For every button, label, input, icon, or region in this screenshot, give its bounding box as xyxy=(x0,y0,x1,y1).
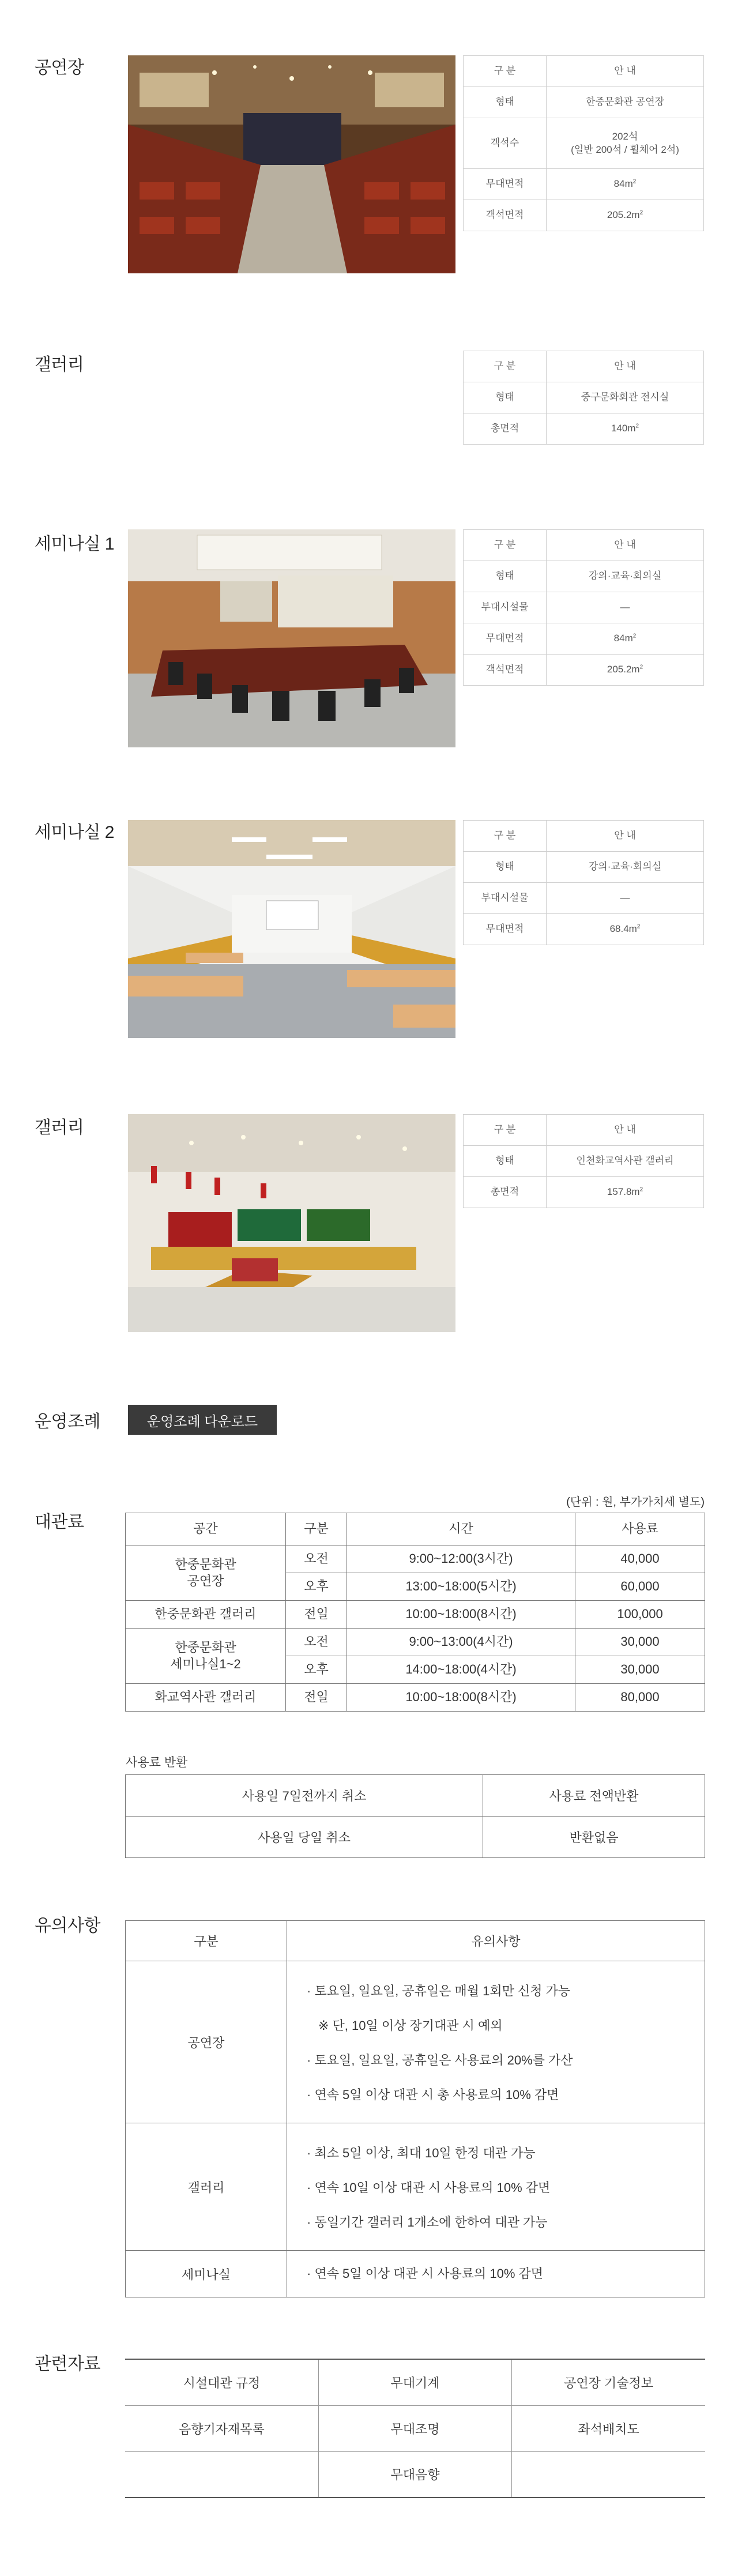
ref-empty-cell xyxy=(512,2451,705,2498)
seat-detail: (일반 200석 / 휠체어 2석) xyxy=(571,144,679,155)
fee-amount: 100,000 xyxy=(575,1601,705,1629)
fee-header: 공간 xyxy=(126,1513,286,1545)
row-label: 객석면적 xyxy=(464,200,547,231)
fee-header: 시간 xyxy=(347,1513,575,1545)
refund-condition: 사용일 7일전까지 취소 xyxy=(126,1775,483,1817)
fee-space: 한중문화관 갤러리 xyxy=(126,1601,286,1629)
fee-type: 오후 xyxy=(286,1573,347,1601)
fee-type: 오전 xyxy=(286,1545,347,1573)
table-row xyxy=(126,1684,705,1712)
row-value: — xyxy=(547,883,704,914)
row-value: 한중문화관 공연장 xyxy=(547,87,704,118)
row-label: 총면적 xyxy=(464,1177,547,1208)
row-value: $140m^2$ xyxy=(547,413,704,445)
section-title-rules: 운영조례 xyxy=(35,1412,100,1431)
row-label: 형태 xyxy=(464,382,547,413)
fee-time: 13:00~18:00(5시간) xyxy=(347,1573,575,1601)
fee-table xyxy=(125,1513,705,1712)
ref-link-hall-tech-info[interactable]: 공연장 기술정보 xyxy=(512,2359,705,2405)
table-row xyxy=(126,1629,705,1656)
fee-type: 전일 xyxy=(286,1684,347,1712)
list-item: · 연속 10일 이상 대관 시 사용료의 10% 감면 xyxy=(307,2180,551,2195)
table-header: 구 분 xyxy=(464,821,547,852)
list-item: · 최소 5일 이상, 최대 10일 한정 대관 가능 xyxy=(307,2146,536,2160)
ref-link-seating-chart[interactable]: 좌석배치도 xyxy=(512,2405,705,2451)
list-item: · 토요일, 일요일, 공휴일은 매월 1회만 신청 가능 xyxy=(307,1984,571,1998)
notes-items xyxy=(287,2123,705,2251)
seminar1-photo xyxy=(128,529,455,747)
refund-result: 반환없음 xyxy=(483,1817,705,1858)
row-label: 무대면적 xyxy=(464,169,547,200)
row-value: $84m^2$ xyxy=(547,623,704,655)
ref-link-stage-lighting[interactable]: 무대조명 xyxy=(318,2405,511,2451)
fee-amount: 30,000 xyxy=(575,1629,705,1656)
fee-amount: 40,000 xyxy=(575,1545,705,1573)
table-header: 구 분 xyxy=(464,56,547,87)
table-header: 안 내 xyxy=(547,351,704,382)
row-label: 무대면적 xyxy=(464,623,547,655)
gallery1-info-table xyxy=(463,351,704,445)
row-value: $157.8m^2$ xyxy=(547,1177,704,1208)
seminar1-info-table xyxy=(463,529,704,686)
section-title-fees: 대관료 xyxy=(35,1513,84,1532)
row-value: 인천화교역사관 갤러리 xyxy=(547,1146,704,1177)
row-label: 총면적 xyxy=(464,413,547,445)
table-header: 구 분 xyxy=(464,351,547,382)
rules-download-button[interactable]: 운영조례 다운로드 xyxy=(128,1405,277,1435)
ref-link-facility-rules[interactable]: 시설대관 규정 xyxy=(125,2359,318,2405)
table-header: 안 내 xyxy=(547,1115,704,1146)
notes-items xyxy=(287,2251,705,2297)
fee-time: 10:00~18:00(8시간) xyxy=(347,1684,575,1712)
notes-category: 공연장 xyxy=(126,1961,287,2123)
gallery2-info-table xyxy=(463,1114,704,1208)
row-label: 부대시설물 xyxy=(464,883,547,914)
notes-items xyxy=(287,1961,705,2123)
fee-time: 14:00~18:00(4시간) xyxy=(347,1656,575,1684)
refund-title: 사용료 반환 xyxy=(126,1756,188,1769)
section-title-gallery: 갤러리 xyxy=(35,355,84,374)
table-header: 구 분 xyxy=(464,1115,547,1146)
table-row xyxy=(126,1775,705,1817)
table-row xyxy=(126,1817,705,1858)
list-item: · 동일기간 갤러리 1개소에 한하여 대관 가능 xyxy=(307,2215,548,2229)
section-title-gallery-2: 갤러리 xyxy=(35,1118,84,1137)
fee-type: 전일 xyxy=(286,1601,347,1629)
fee-space: 한중문화관 공연장 xyxy=(126,1545,286,1601)
row-value: $205.2m^2$ xyxy=(547,655,704,686)
row-value: 강의·교육·회의실 xyxy=(547,561,704,592)
hall-info-table xyxy=(463,55,704,231)
notes-table xyxy=(125,1920,705,2297)
ref-link-stage-sound[interactable]: 무대음향 xyxy=(318,2451,511,2498)
fee-space: 화교역사관 갤러리 xyxy=(126,1684,286,1712)
row-label: 형태 xyxy=(464,1146,547,1177)
row-value: $84m^2$ xyxy=(547,169,704,200)
seat-count: 202석 xyxy=(612,130,638,142)
refund-result: 사용료 전액반환 xyxy=(483,1775,705,1817)
refund-condition: 사용일 당일 취소 xyxy=(126,1817,483,1858)
list-item: ※ 단, 10일 이상 장기대관 시 예외 xyxy=(318,2018,503,2033)
seminar2-info-table xyxy=(463,820,704,945)
list-item: · 연속 5일 이상 대관 시 사용료의 10% 감면 xyxy=(307,2266,544,2281)
row-value: $68.4m^2$ xyxy=(547,914,704,945)
row-label: 객석수 xyxy=(464,118,547,169)
section-title-hall: 공연장 xyxy=(35,58,84,77)
row-value: $205.2m^2$ xyxy=(547,200,704,231)
fee-amount: 60,000 xyxy=(575,1573,705,1601)
table-row xyxy=(126,1961,705,2123)
fee-amount: 30,000 xyxy=(575,1656,705,1684)
row-value: — xyxy=(547,592,704,623)
table-header: 안 내 xyxy=(547,56,704,87)
table-row xyxy=(126,2251,705,2297)
fee-space: 한중문화관 세미나실1~2 xyxy=(126,1629,286,1684)
fee-type: 오전 xyxy=(286,1629,347,1656)
section-title-seminar-2: 세미나실 2 xyxy=(35,823,114,842)
table-header: 구 분 xyxy=(464,530,547,561)
table-row xyxy=(126,2123,705,2251)
notes-header: 구분 xyxy=(126,1921,287,1961)
section-title-seminar-1: 세미나실 1 xyxy=(35,535,114,554)
row-label: 형태 xyxy=(464,852,547,883)
ref-empty-cell xyxy=(125,2451,318,2498)
table-row xyxy=(126,1545,705,1573)
notes-header: 유의사항 xyxy=(287,1921,705,1961)
seminar2-photo xyxy=(128,820,455,1038)
refund-table xyxy=(125,1774,705,1858)
gallery2-photo xyxy=(128,1114,455,1332)
fee-type: 오후 xyxy=(286,1656,347,1684)
fee-time: 9:00~12:00(3시간) xyxy=(347,1545,575,1573)
fee-time: 9:00~13:00(4시간) xyxy=(347,1629,575,1656)
refs-table xyxy=(125,2359,705,2498)
hall-photo xyxy=(128,55,455,273)
unit-note: (단위 : 원, 부가가치세 별도) xyxy=(566,1496,705,1509)
row-label: 객석면적 xyxy=(464,655,547,686)
fee-time: 10:00~18:00(8시간) xyxy=(347,1601,575,1629)
row-label: 부대시설물 xyxy=(464,592,547,623)
section-title-refs: 관련자료 xyxy=(35,2355,100,2374)
row-label: 형태 xyxy=(464,561,547,592)
notes-category: 갤러리 xyxy=(126,2123,287,2251)
row-label: 무대면적 xyxy=(464,914,547,945)
table-header: 안 내 xyxy=(547,530,704,561)
list-item: · 토요일, 일요일, 공휴일은 사용료의 20%를 가산 xyxy=(307,2053,573,2067)
table-header: 안 내 xyxy=(547,821,704,852)
table-row xyxy=(126,1601,705,1629)
row-value: 강의·교육·회의실 xyxy=(547,852,704,883)
row-value: 중구문화회관 전시실 xyxy=(547,382,704,413)
ref-link-stage-machinery[interactable]: 무대기계 xyxy=(318,2359,511,2405)
fee-amount: 80,000 xyxy=(575,1684,705,1712)
row-value xyxy=(547,118,704,169)
list-item: · 연속 5일 이상 대관 시 총 사용료의 10% 감면 xyxy=(307,2088,559,2102)
fee-header: 구분 xyxy=(286,1513,347,1545)
fee-header: 사용료 xyxy=(575,1513,705,1545)
ref-link-sound-equipment[interactable]: 음향기자재목록 xyxy=(125,2405,318,2451)
notes-category: 세미나실 xyxy=(126,2251,287,2297)
section-title-notes: 유의사항 xyxy=(35,1916,100,1935)
row-label: 형태 xyxy=(464,87,547,118)
